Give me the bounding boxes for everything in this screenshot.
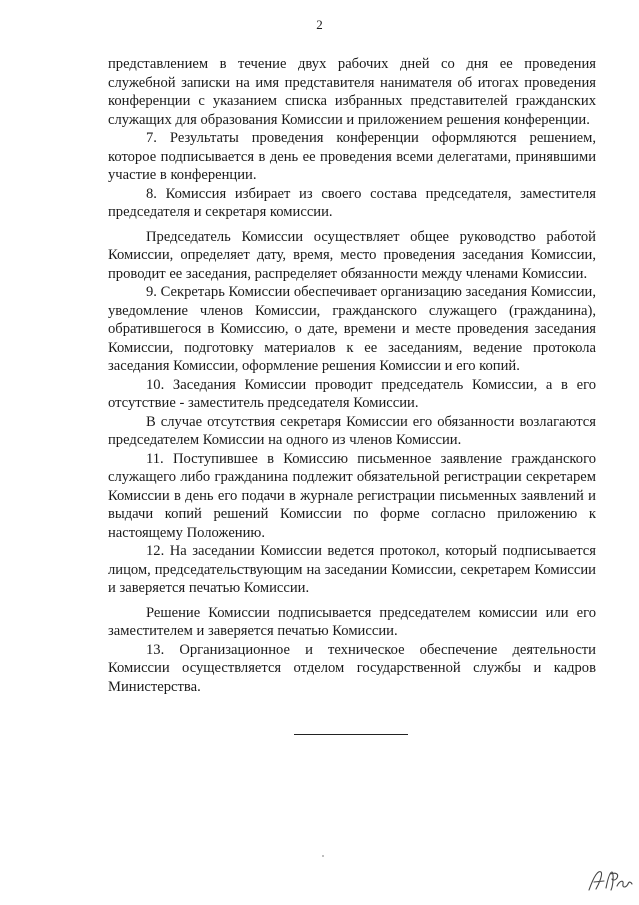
paragraph-12-decision: Решение Комиссии подписывается председателем комиссии или его заместителем и заверяется печатью Комиссии. [108,604,596,639]
document-body [108,55,596,696]
paragraph-9: 9. Секретарь Комиссии обеспечивает организацию заседания Комиссии, уведомление членов Комиссии, гражданского служащего (гражданина), обратившегося в Комиссию, о дате, времени и месте проведения заседания Комиссии, подготовку материалов к ее заседаниям, ведение протокола заседания Комиссии, оформление решения Комиссии и его копий. [108,284,596,374]
end-of-text-rule [294,734,408,735]
paragraph-13: 13. Организационное и техническое обеспечение деятельности Комиссии осуществляется отделом государственной службы и кадров Министерства. [108,641,596,695]
paragraph-8: 8. Комиссия избирает из своего состава председателя, заместителя председателя и секретаря комиссии. [108,185,596,220]
paragraph-11: 11. Поступившее в Комиссию письменное заявление гражданского служащего либо гражданина подлежит обязательной регистрации секретарем Комиссии в день его подачи в журнале регистрации письменных заявлений и выдачи копий решений Комиссии по форме согласно приложению к настоящему Положению. [108,450,596,541]
handwritten-initials-icon [586,866,634,894]
scan-speck [322,855,324,857]
paragraph-continuation: представлением в течение двух рабочих дней со дня ее проведения служебной записки на имя представителя нанимателя об итогах проведения конференции с указанием списка избранных представителей гражданских служащих для образования Комиссии и приложением решения конференции. [108,56,596,128]
paragraph-10-secretary: В случае отсутствия секретаря Комиссии его обязанности возлагаются председателем Комиссии на одного из членов Комиссии. [108,413,596,448]
paragraph-12: 12. На заседании Комиссии ведется протокол, который подписывается лицом, председательствующим на заседании Комиссии, секретарем Комиссии и заверяется печатью Комиссии. [108,543,596,596]
paragraph-8-chair: Председатель Комиссии осуществляет общее руководство работой Комиссии, определяет дату, время, место проведения заседания Комиссии, проводит ее заседания, распределяет обязанности между членами Комиссии. [108,228,596,282]
page-number: 2 [316,17,323,32]
paragraph-10: 10. Заседания Комиссии проводит председатель Комиссии, а в его отсутствие - заместитель председателя Комиссии. [108,376,596,411]
paragraph-7: 7. Результаты проведения конференции оформляются решением, которое подписывается в день ее проведения всеми делегатами, принявшими участие в конференции. [108,130,596,183]
